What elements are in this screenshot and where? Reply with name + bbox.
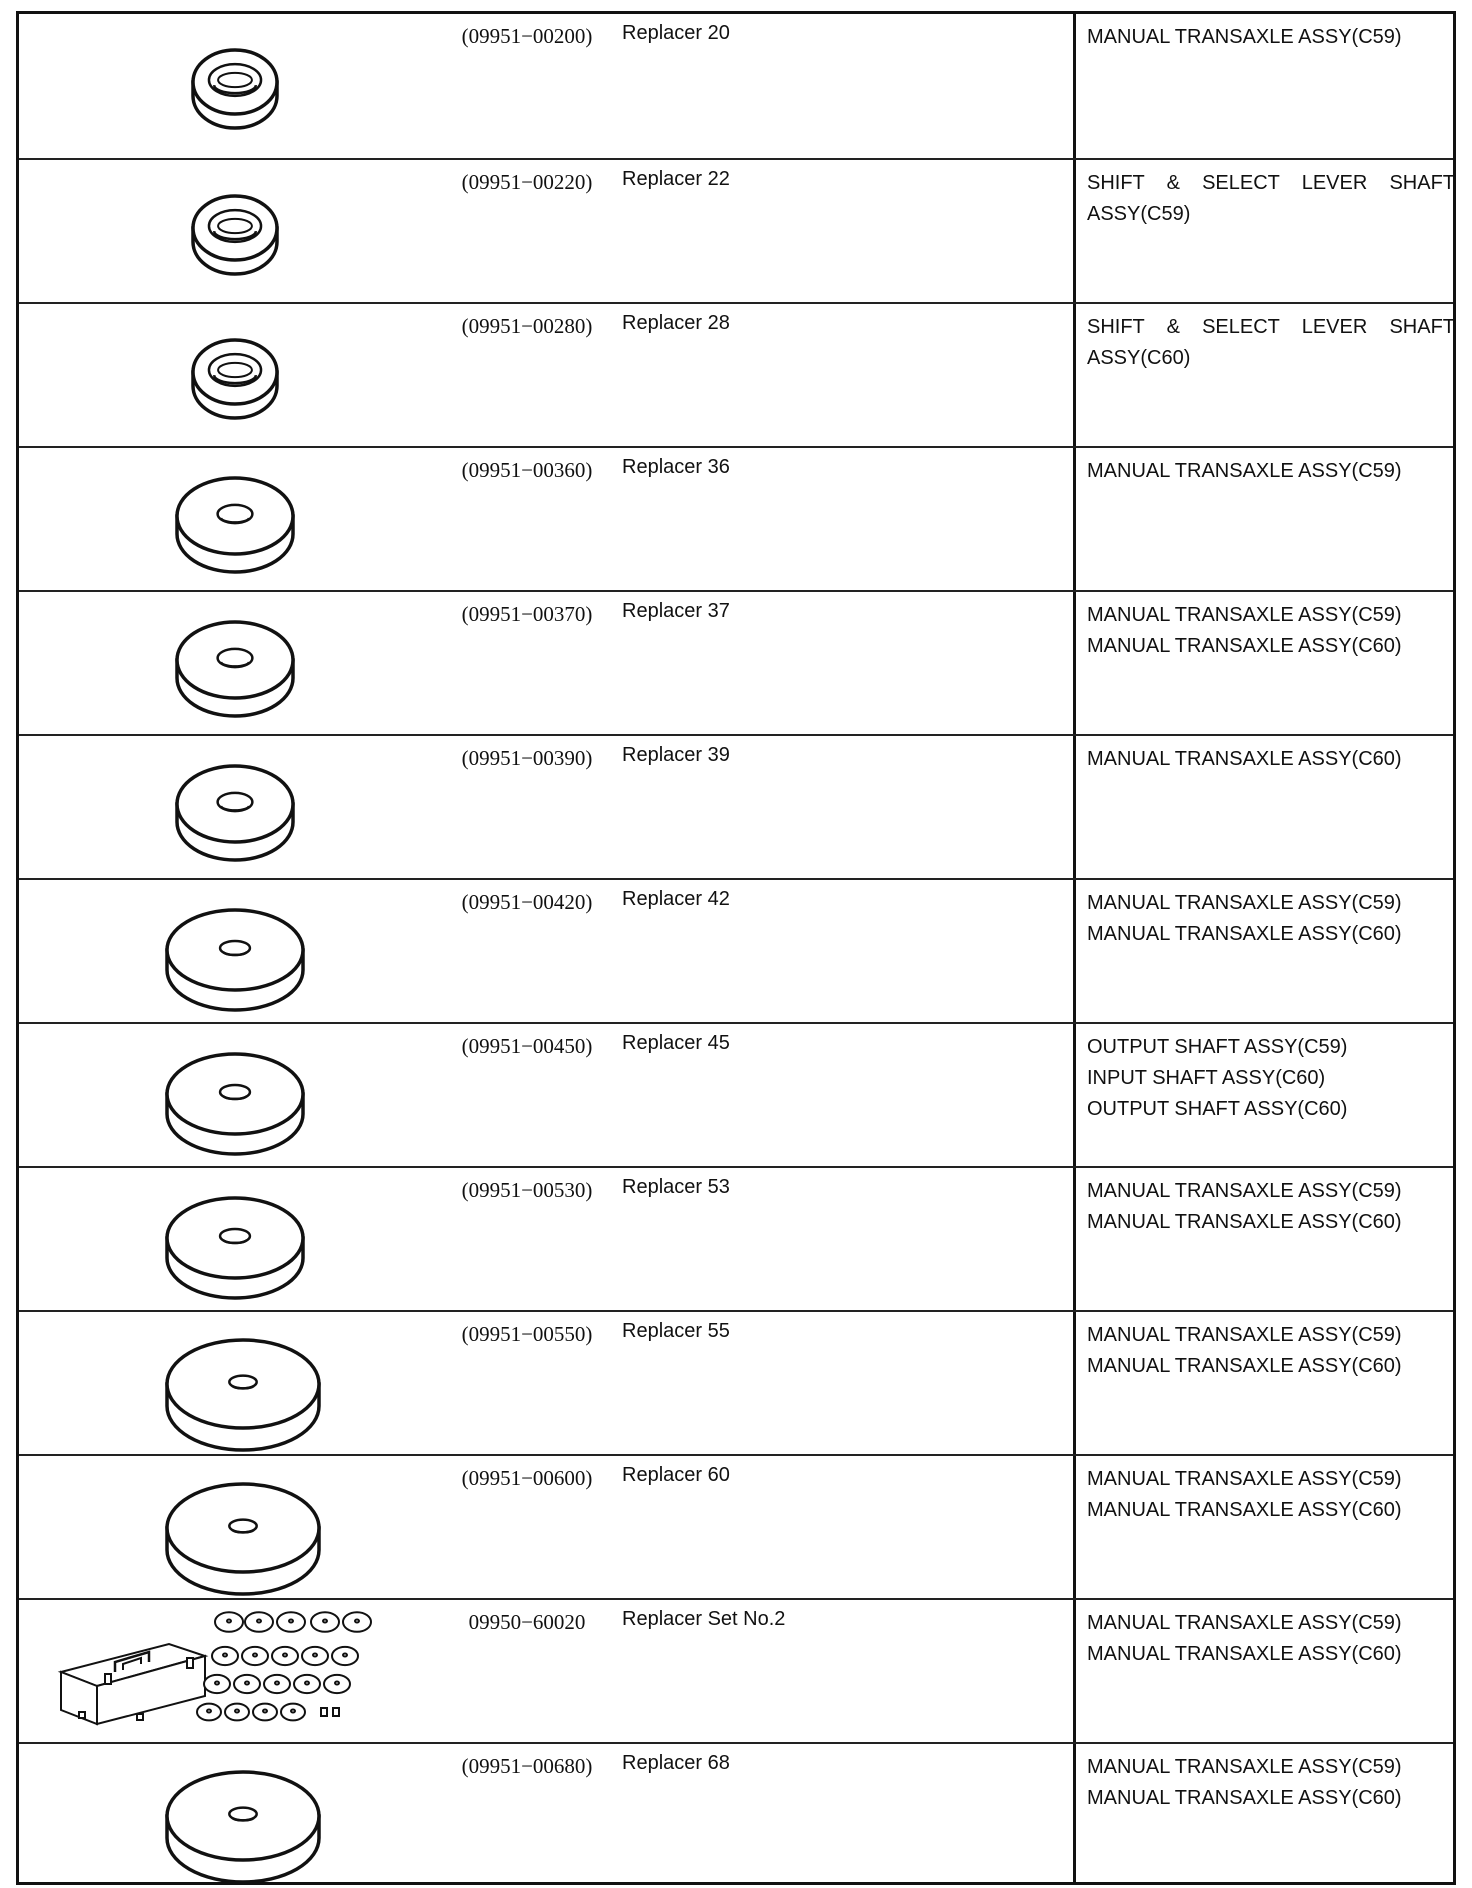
replacer-disc-icon (19, 592, 439, 734)
usage-line: MANUAL TRANSAXLE ASSY(C60) (1087, 635, 1402, 657)
usage-cell (1087, 22, 1455, 53)
part-number: (09951−00220) (461, 170, 593, 194)
tool-name: Replacer 55 (622, 1320, 730, 1342)
tool-name: Replacer Set No.2 (622, 1608, 786, 1630)
usage-line: MANUAL TRANSAXLE ASSY(C59) (1087, 1180, 1402, 1202)
tool-name: Replacer 68 (622, 1752, 730, 1774)
usage-line: MANUAL TRANSAXLE ASSY(C59) (1087, 604, 1402, 626)
usage-line: MANUAL TRANSAXLE ASSY(C60) (1087, 748, 1402, 770)
part-number: (09951−00200) (461, 24, 593, 48)
usage-line: MANUAL TRANSAXLE ASSY(C59) (1087, 1612, 1402, 1634)
table-row (19, 878, 1453, 1022)
part-number: 09950−60020 (468, 1610, 586, 1634)
part-number: (09951−00370) (461, 602, 593, 626)
replacer-ring-icon (19, 14, 439, 158)
replacer-disc-icon (19, 880, 439, 1022)
usage-line: ASSY(C60) (1087, 347, 1191, 369)
replacer-disc-icon (19, 736, 439, 878)
table-row (19, 446, 1453, 590)
tool-name: Replacer 42 (622, 888, 730, 910)
part-number: (09951−00360) (461, 458, 593, 482)
replacer-ring-icon (19, 304, 439, 446)
replacer-disc-icon (19, 1024, 439, 1166)
usage-cell (1087, 168, 1455, 230)
tool-name: Replacer 39 (622, 744, 730, 766)
usage-cell (1087, 1608, 1455, 1670)
usage-cell (1087, 1320, 1455, 1382)
replacer-ring-icon (19, 160, 439, 302)
usage-cell (1087, 1464, 1455, 1526)
usage-line: MANUAL TRANSAXLE ASSY(C59) (1087, 460, 1402, 482)
part-number: (09951−00390) (461, 746, 593, 770)
tool-name: Replacer 22 (622, 168, 730, 190)
usage-line: OUTPUT SHAFT ASSY(C60) (1087, 1098, 1348, 1120)
part-number: (09951−00530) (461, 1178, 593, 1202)
tool-name: Replacer 20 (622, 22, 730, 44)
usage-line: INPUT SHAFT ASSY(C60) (1087, 1067, 1326, 1089)
usage-cell (1087, 1752, 1455, 1814)
usage-cell (1087, 600, 1455, 662)
part-number: (09951−00680) (461, 1754, 593, 1778)
table-row (19, 1022, 1453, 1166)
replacer-set-case-icon (19, 1600, 439, 1742)
usage-line: SHIFT & SELECT LEVER SHAFT (1087, 316, 1455, 338)
usage-line: MANUAL TRANSAXLE ASSY(C60) (1087, 1643, 1402, 1665)
table-row (19, 1598, 1453, 1742)
usage-line: MANUAL TRANSAXLE ASSY(C60) (1087, 1355, 1402, 1377)
usage-cell (1087, 312, 1455, 374)
replacer-disc-icon (19, 1456, 439, 1598)
table-row (19, 158, 1453, 302)
usage-cell (1087, 1032, 1455, 1125)
usage-cell (1087, 456, 1455, 487)
table-row (19, 1454, 1453, 1598)
usage-line: OUTPUT SHAFT ASSY(C59) (1087, 1036, 1348, 1058)
tool-name: Replacer 28 (622, 312, 730, 334)
replacer-disc-icon (19, 1744, 439, 1882)
replacer-disc-icon (19, 448, 439, 590)
usage-line: MANUAL TRANSAXLE ASSY(C59) (1087, 1756, 1402, 1778)
usage-line: ASSY(C59) (1087, 203, 1191, 225)
usage-line: MANUAL TRANSAXLE ASSY(C59) (1087, 26, 1402, 48)
tool-name: Replacer 53 (622, 1176, 730, 1198)
usage-cell (1087, 744, 1455, 775)
table-row (19, 1310, 1453, 1454)
usage-line: MANUAL TRANSAXLE ASSY(C59) (1087, 892, 1402, 914)
usage-line: MANUAL TRANSAXLE ASSY(C59) (1087, 1324, 1402, 1346)
table-row (19, 14, 1453, 158)
usage-line: SHIFT & SELECT LEVER SHAFT (1087, 172, 1455, 194)
tool-name: Replacer 60 (622, 1464, 730, 1486)
usage-line: MANUAL TRANSAXLE ASSY(C60) (1087, 1787, 1402, 1809)
tool-name: Replacer 37 (622, 600, 730, 622)
usage-line: MANUAL TRANSAXLE ASSY(C59) (1087, 1468, 1402, 1490)
part-number: (09951−00600) (461, 1466, 593, 1490)
usage-line: MANUAL TRANSAXLE ASSY(C60) (1087, 923, 1402, 945)
tool-name: Replacer 36 (622, 456, 730, 478)
special-tools-table (16, 11, 1456, 1885)
usage-line: MANUAL TRANSAXLE ASSY(C60) (1087, 1499, 1402, 1521)
part-number: (09951−00550) (461, 1322, 593, 1346)
part-number: (09951−00420) (461, 890, 593, 914)
usage-cell (1087, 1176, 1455, 1238)
table-row (19, 734, 1453, 878)
usage-cell (1087, 888, 1455, 950)
replacer-disc-icon (19, 1168, 439, 1310)
part-number: (09951−00450) (461, 1034, 593, 1058)
table-row (19, 302, 1453, 446)
usage-line: MANUAL TRANSAXLE ASSY(C60) (1087, 1211, 1402, 1233)
table-row (19, 1166, 1453, 1310)
table-row (19, 590, 1453, 734)
tool-name: Replacer 45 (622, 1032, 730, 1054)
part-number: (09951−00280) (461, 314, 593, 338)
table-row (19, 1742, 1453, 1882)
replacer-disc-icon (19, 1312, 439, 1454)
